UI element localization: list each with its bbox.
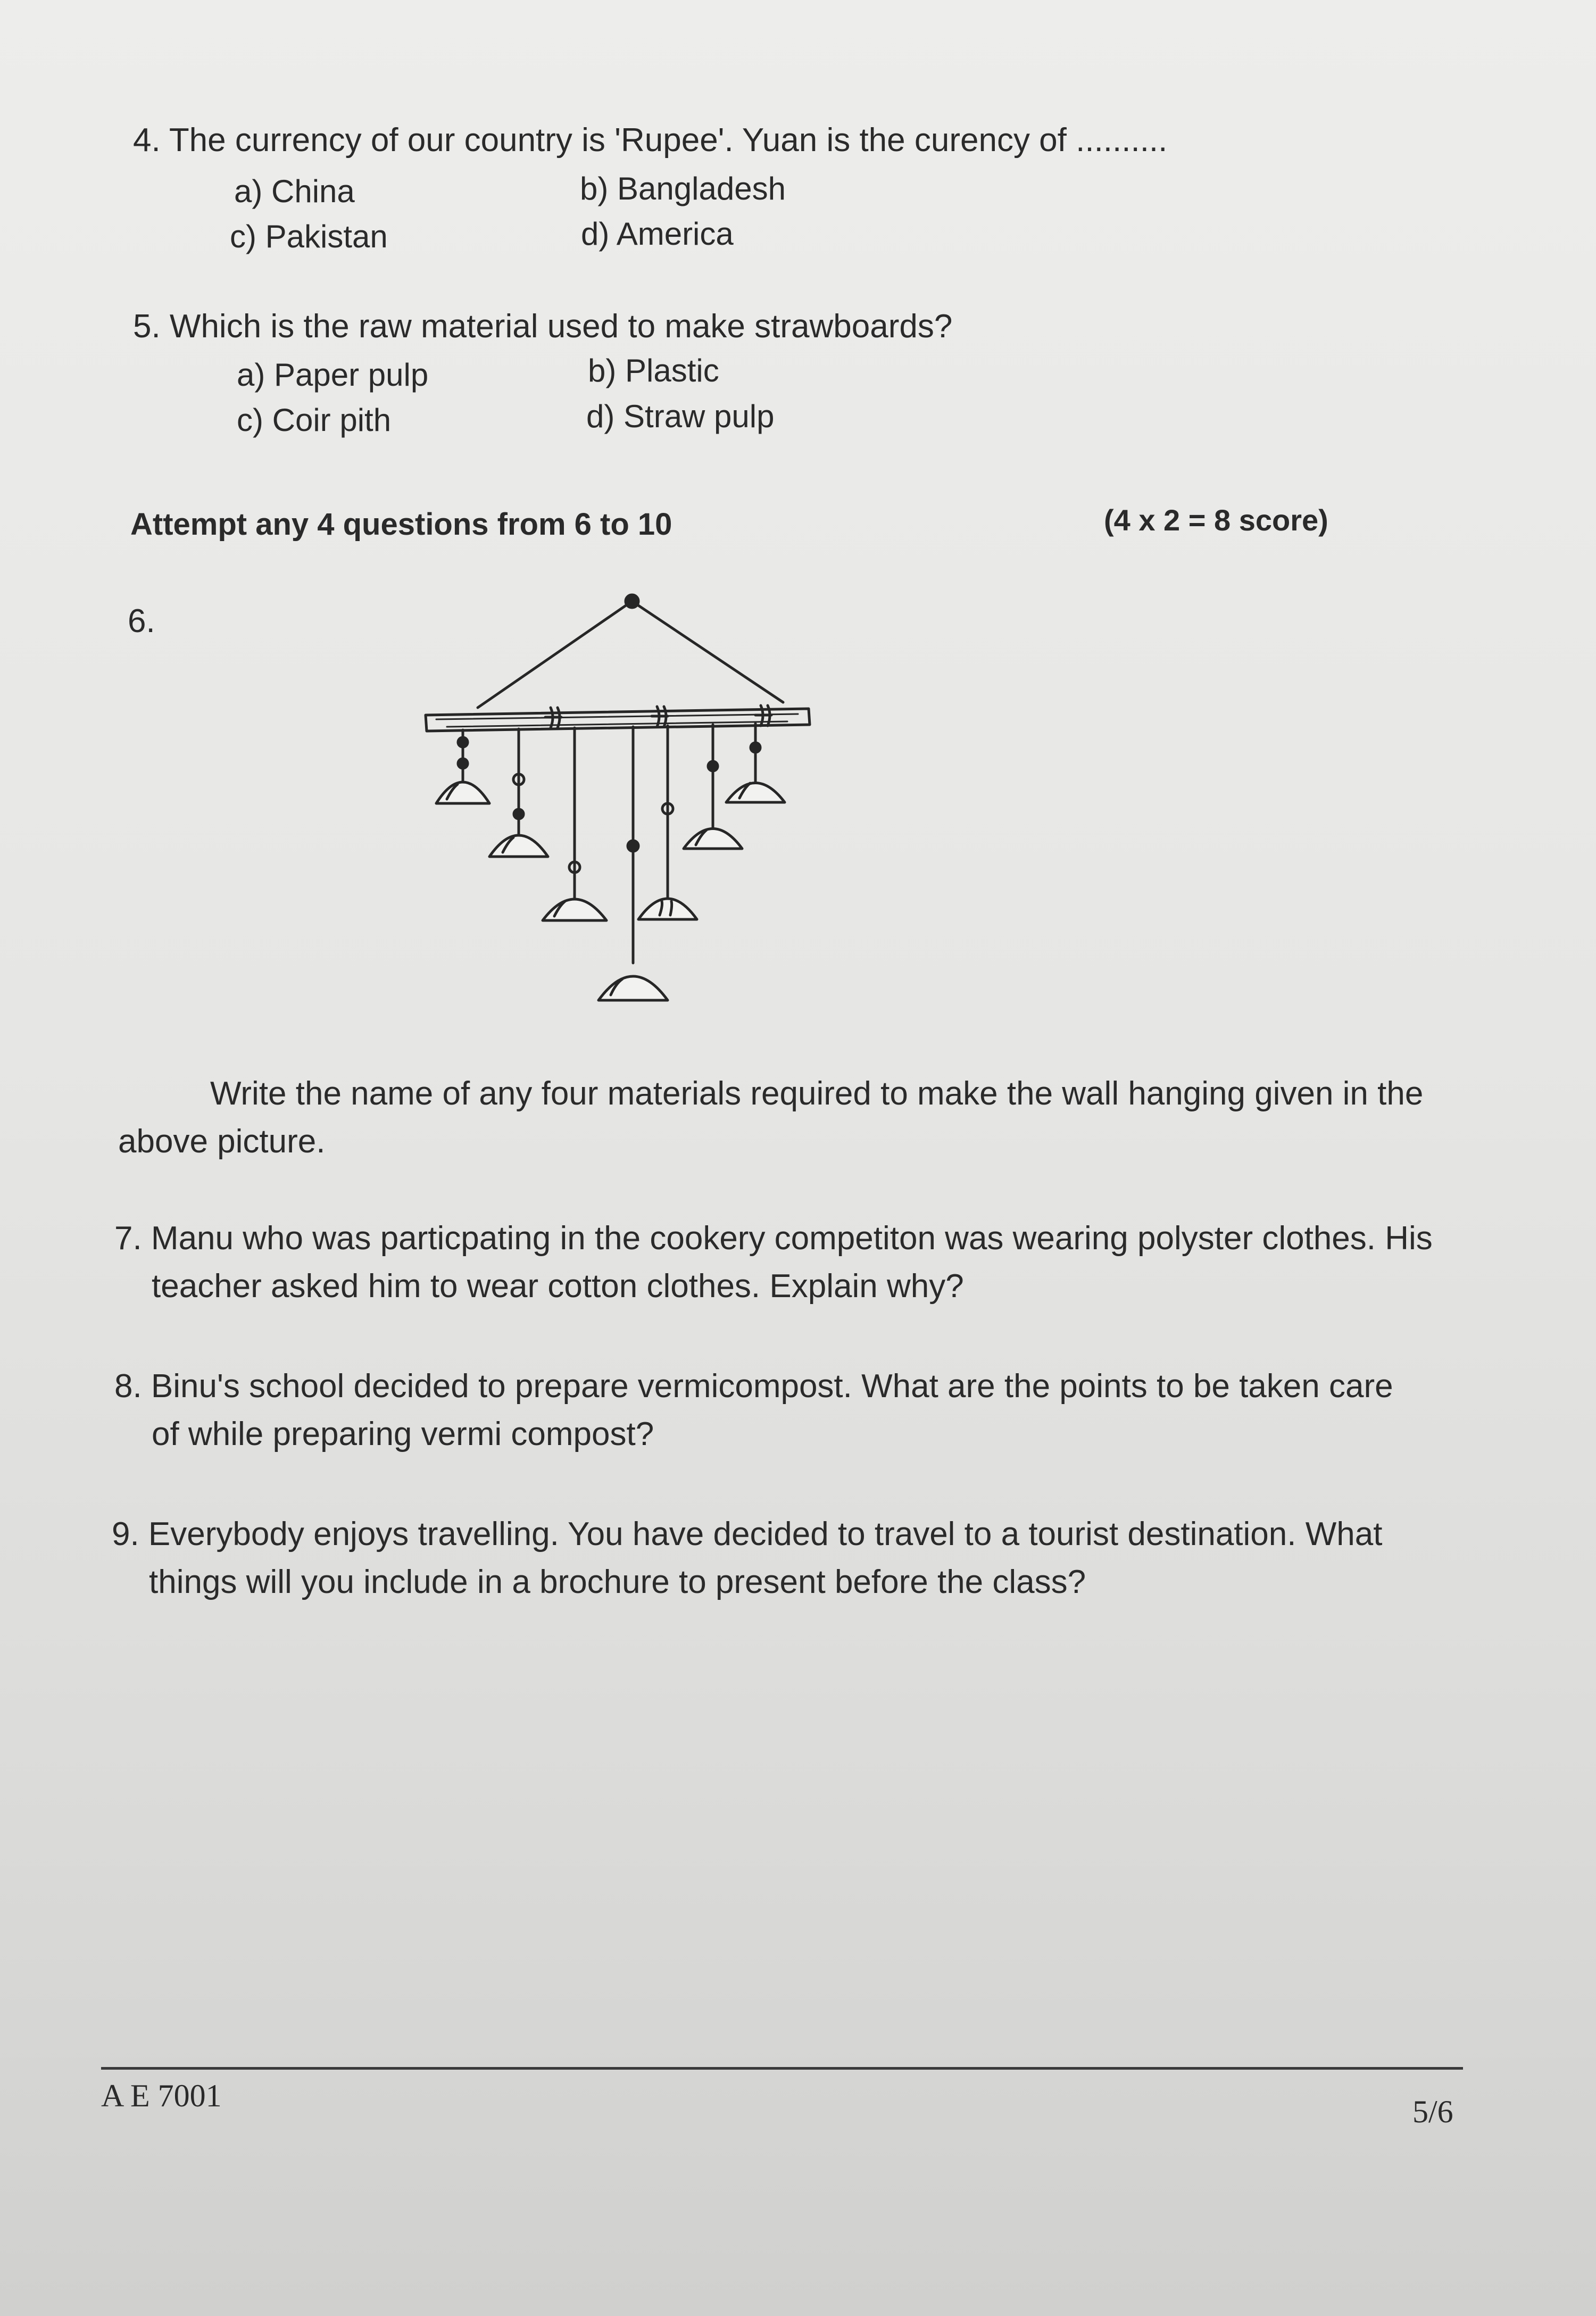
question-7-line1: 7. Manu who was particpating in the cookery competiton was wearing polyster clothes. His: [114, 1220, 1433, 1257]
footer-rule: [101, 2067, 1463, 2070]
question-9-line1: 9. Everybody enjoys travelling. You have decided to travel to a tourist destination. What: [112, 1516, 1383, 1553]
section-score: (4 x 2 = 8 score): [1104, 503, 1328, 537]
section-instruction: Attempt any 4 questions from 6 to 10: [130, 507, 672, 542]
q5-option-a: a) Paper pulp: [237, 357, 429, 393]
footer-code: A E 7001: [101, 2078, 222, 2113]
q5-option-d: d) Straw pulp: [586, 399, 775, 434]
question-7-line2: teacher asked him to wear cotton clothes. Explain why?: [152, 1268, 964, 1305]
question-4: 4. The currency of our country is 'Rupee'. Yuan is the curency of ..........: [133, 122, 1168, 159]
question-6-number: 6.: [128, 603, 155, 640]
q4-option-d: d) America: [581, 216, 734, 252]
q5-option-b: b) Plastic: [588, 353, 719, 388]
question-8-line2: of while preparing vermi compost?: [152, 1416, 654, 1452]
wall-hanging-drawing-icon: [415, 580, 830, 1011]
question-6-text-line1: Write the name of any four materials required to make the wall hanging given in the: [210, 1075, 1424, 1112]
question-9-line2: things will you include in a brochure to present before the class?: [149, 1564, 1086, 1600]
question-6-text-line2: above picture.: [118, 1123, 326, 1160]
q4-option-b: b) Bangladesh: [580, 171, 786, 206]
question-5: 5. Which is the raw material used to make strawboards?: [133, 308, 953, 345]
q4-option-c: c) Pakistan: [230, 219, 388, 254]
question-8-line1: 8. Binu's school decided to prepare vermicompost. What are the points to be taken care: [114, 1368, 1393, 1405]
q4-option-a: a) China: [234, 173, 355, 209]
q5-option-c: c) Coir pith: [237, 402, 392, 438]
footer-page-number: 5/6: [1412, 2094, 1453, 2129]
